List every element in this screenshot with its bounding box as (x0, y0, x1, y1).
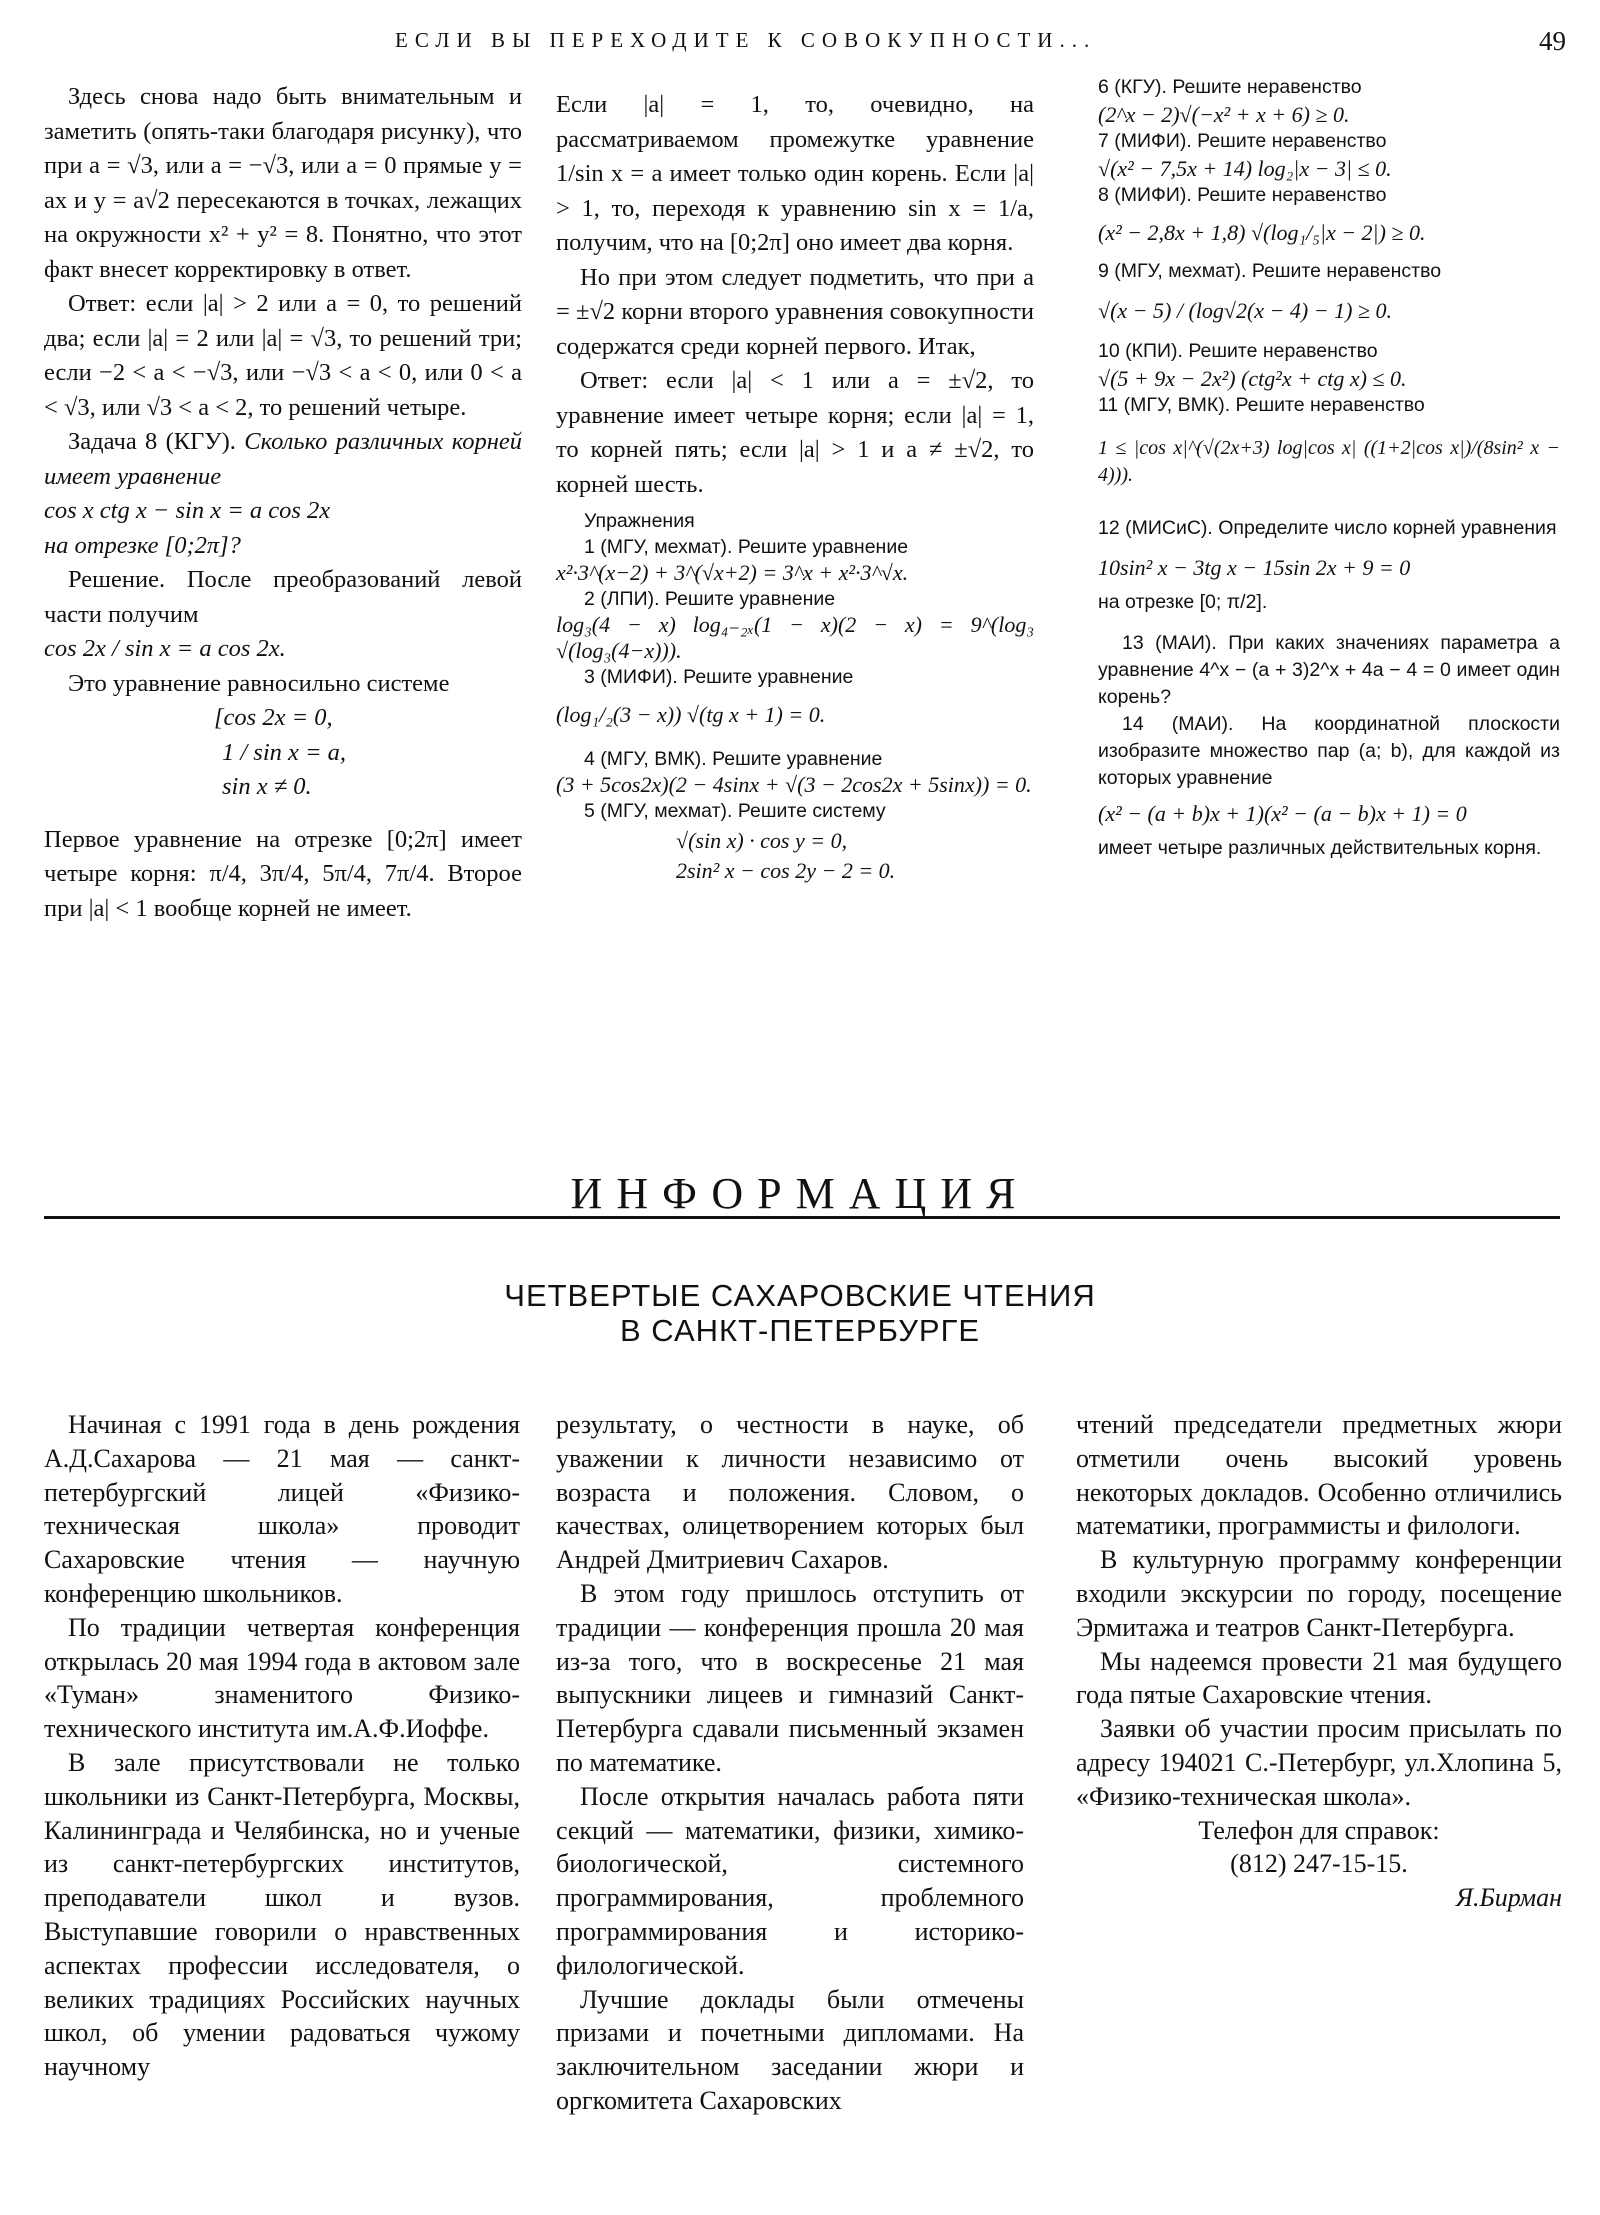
exercise-12-equation: 10sin² x − 3tg x − 15sin 2x + 9 = 0 (1098, 555, 1411, 580)
paragraph: Здесь снова надо быть внимательным и заметить (опять-таки благодаря рисунку), что при a = √3, или a = −√3, или a = 0 прямые y = ax и y = a√2 пересекаются в точках, лежащих на окружности x² + y² = 8. Понятно, что этот факт внесет корректировку в ответ. (44, 83, 522, 283)
article-paragraph: Заявки об участии просим присылать по адресу 194021 С.-Петербург, ул.Хлопина 5, «Физико-техническая школа». (1076, 1714, 1562, 1811)
exercise-6-label: 6 (КГУ). Решите неравенство (1098, 76, 1362, 98)
paragraph: Но при этом следует подметить, что при a = ±√2 корни второго уравнения совокупности содержатся среди корней первого. Итак, (556, 263, 1034, 360)
exercise-5-label: 5 (МГУ, мехмат). Решите систему (584, 800, 886, 822)
exercise-7-equation: √(x² − 7,5x + 14) log₂|x − 3| ≤ 0. (1098, 156, 1392, 181)
article-title-line-2: В САНКТ-ПЕТЕРБУРГЕ (619, 1313, 981, 1348)
column-2 (556, 88, 1034, 888)
phone-number: (812) 247-15-15. (1230, 1849, 1408, 1879)
solution-label: Решение. (68, 566, 166, 593)
section-heading: ИНФОРМАЦИЯ (570, 1169, 1030, 1218)
solution-paragraph (44, 563, 522, 632)
answer-paragraph: Ответ: если |a| < 1 или a = ±√2, то уравнение имеет четыре корня; если |a| = 1, то корней пять; если |a| > 1 и a ≠ ±√2, то корней шесть. (556, 367, 1034, 498)
task-8 (44, 425, 522, 494)
exercise-12-text: 12 (МИСиС). Определите число корней уравнения (1098, 517, 1557, 539)
exercise-9-equation: √(x − 5) / (log√2(x − 4) − 1) ≥ 0. (1098, 298, 1392, 323)
exercise-12-interval: на отрезке [0; π/2]. (1098, 591, 1268, 613)
paragraph: Если |a| = 1, то, очевидно, на рассматриваемом промежутке уравнение 1/sin x = a имеет только один корень. Если |a| > 1, то, переходя к уравнению sin x = 1/a, получим, что на [0;2π] оно имеет два корня. (556, 91, 1034, 256)
exercise-4-label: 4 (МГУ, ВМК). Решите уравнение (584, 748, 883, 770)
answer-paragraph: Ответ: если |a| > 2 или a = 0, то решений два; если |a| = 2 или |a| = √3, то решений три; если −2 < a < −√3, или −√3 < a < 0, или 0 < a < √3, или √3 < a < 2, то решений четыре. (44, 290, 522, 421)
article-title (0, 1278, 1600, 1348)
exercise-13-text: 13 (МАИ). При каких значениях параметра a уравнение 4^x − (a + 3)2^x + 4a − 4 = 0 имеет один корень? (1098, 632, 1560, 708)
section-divider (44, 1216, 1560, 1219)
exercises-list (556, 508, 1034, 884)
system-line-3: sin x ≠ 0. (222, 773, 312, 800)
article-column-3 (1076, 1408, 1562, 1915)
exercise-6-equation: (2^x − 2)√(−x² + x + 6) ≥ 0. (1098, 102, 1350, 127)
page-number: 49 (1539, 26, 1566, 56)
exercise-10-equation: √(5 + 9x − 2x²) (ctg²x + ctg x) ≤ 0. (1098, 366, 1407, 391)
phone-label: Телефон для справок: (1198, 1815, 1440, 1845)
system-line-1: [cos 2x = 0, (214, 704, 333, 731)
exercise-1-label: 1 (МГУ, мехмат). Решите уравнение (584, 536, 909, 558)
exercise-2-label: 2 (ЛПИ). Решите уравнение (584, 588, 836, 610)
article-paragraph: В этом году пришлось отступить от традиции — конференция прошла 20 мая из-за того, что в воскресенье 21 мая выпускники лицеев и гимназий Санкт-Петербурга сдавали письменный экзамен по математике. (556, 1578, 1024, 1777)
system-intro: Это уравнение равносильно системе (68, 669, 450, 697)
column-1 (44, 80, 522, 926)
article-paragraph: результату, о честности в науке, об уважении к личности независимо от возраста и положения. Словом, о качествах, олицетворением которых был Андрей Дмитриевич Сахаров. (556, 1410, 1024, 1575)
author-signature: Я.Бирман (1455, 1883, 1562, 1913)
article-paragraph: По традиции четвертая конференция открылась 20 мая 1994 года в актовом зале «Туман» знаменитого Физико-технического института им.А.Ф.Иоффе. (44, 1612, 520, 1744)
task-interval: на отрезке [0;2π]? (44, 531, 241, 559)
column-3-exercises (1098, 74, 1560, 862)
exercise-1-equation: x²·3^(x−2) + 3^(√x+2) = 3^x + x²·3^√x. (556, 560, 909, 585)
exercise-14-equation: (x² − (a + b)x + 1)(x² − (a − b)x + 1) = 0 (1098, 801, 1467, 826)
exercise-9-label: 9 (МГУ, мехмат). Решите неравенство (1098, 260, 1442, 282)
article-paragraph: Мы надеемся провести 21 мая будущего года пятые Сахаровские чтения. (1076, 1646, 1562, 1710)
exercise-11-equation: 1 ≤ |cos x|^(√(2x+3) log|cos x| ((1+2|cos x|)/(8sin² x − 4))). (1098, 437, 1560, 486)
exercise-3-equation: (log₁/₂(3 − x)) √(tg x + 1) = 0. (556, 702, 826, 727)
exercise-7-label: 7 (МИФИ). Решите неравенство (1098, 130, 1387, 152)
system-line-2: 1 / sin x = a, (222, 738, 347, 766)
article-paragraph: В зале присутствовали не только школьники из Санкт-Петербурга, Москвы, Калининграда и Челябинска, но и ученые из санкт-петербургских институтов, преподаватели школ и вузов. Выступавшие говорили о нравственных аспектах профессии исследователя, о великих традициях Российских научных школ, об умении радоваться чужому научному (44, 1747, 520, 2082)
article-paragraph: В культурную программу конференции входили экскурсии по городу, посещение Эрмитажа и театров Санкт-Петербурга. (1076, 1545, 1562, 1642)
article-paragraph: После открытия началась работа пяти секций — математики, физики, химико-биологической, системного программирования, проблемного программирования и историко-филологической. (556, 1781, 1024, 1980)
exercise-11-label: 11 (МГУ, ВМК). Решите неравенство (1098, 394, 1425, 416)
article-paragraph: чтений председатели предметных жюри отметили очень высокий уровень некоторых докладов. Особенно отличились математики, программисты и филологи. (1076, 1410, 1562, 1541)
exercise-5-equation-2: 2sin² x − cos 2y − 2 = 0. (676, 858, 896, 883)
exercise-14-text: 14 (МАИ). На координатной плоскости изобразите множество пар (a; b), для каждой из которых уравнение (1098, 713, 1560, 789)
exercise-3-label: 3 (МИФИ). Решите уравнение (584, 666, 854, 688)
article-paragraph: Начиная с 1991 года в день рождения А.Д.Сахарова — 21 мая — санкт-петербургский лицей «Физико-техническая школа» проводит Сахаровские чтения — научную конференцию школьников. (44, 1410, 520, 1608)
exercise-4-equation: (3 + 5cos2x)(2 − 4sinx + √(3 − 2cos2x + 5sinx)) = 0. (556, 772, 1032, 797)
exercise-8-equation: (x² − 2,8x + 1,8) √(log₁/₅|x − 2|) ≥ 0. (1098, 220, 1426, 245)
exercise-14-tail: имеет четыре различных действительных корня. (1098, 837, 1542, 859)
solution-equation: cos 2x / sin x = a cos 2x. (44, 635, 286, 662)
article-title-line-1: ЧЕТВЕРТЫЕ САХАРОВСКИЕ ЧТЕНИЯ (504, 1278, 1096, 1313)
task-label: Задача 8 (КГУ). (68, 428, 236, 455)
article-column-1 (44, 1408, 520, 2084)
solution-text: После преобразований левой части получим (44, 566, 522, 628)
article-column-2 (556, 1408, 1024, 2118)
running-title: ЕСЛИ ВЫ ПЕРЕХОДИТЕ К СОВОКУПНОСТИ... (395, 28, 1097, 52)
task-text: Сколько различных корней имеет уравнение (44, 428, 522, 490)
paragraph: Первое уравнение на отрезке [0;2π] имеет четыре корня: π/4, 3π/4, 5π/4, 7π/4. Второе при |a| < 1 вообще корней не имеет. (44, 825, 522, 922)
exercise-8-label: 8 (МИФИ). Решите неравенство (1098, 184, 1387, 206)
exercise-10-label: 10 (КПИ). Решите неравенство (1098, 340, 1378, 362)
task-equation: cos x ctg x − sin x = a cos 2x (44, 497, 331, 524)
exercises-heading: Упражнения (584, 510, 695, 532)
article-paragraph: Лучшие доклады были отмечены призами и почетными дипломами. На заключительном заседании жюри и оргкомитета Сахаровских (556, 1984, 1024, 2115)
exercise-2-equation: log₃(4 − x) log₄₋₂ₓ(1 − x)(2 − x) = 9^(log₃ √(log₃(4−x))). (556, 612, 1034, 663)
exercise-5-equation-1: √(sin x) · cos y = 0, (676, 828, 848, 853)
